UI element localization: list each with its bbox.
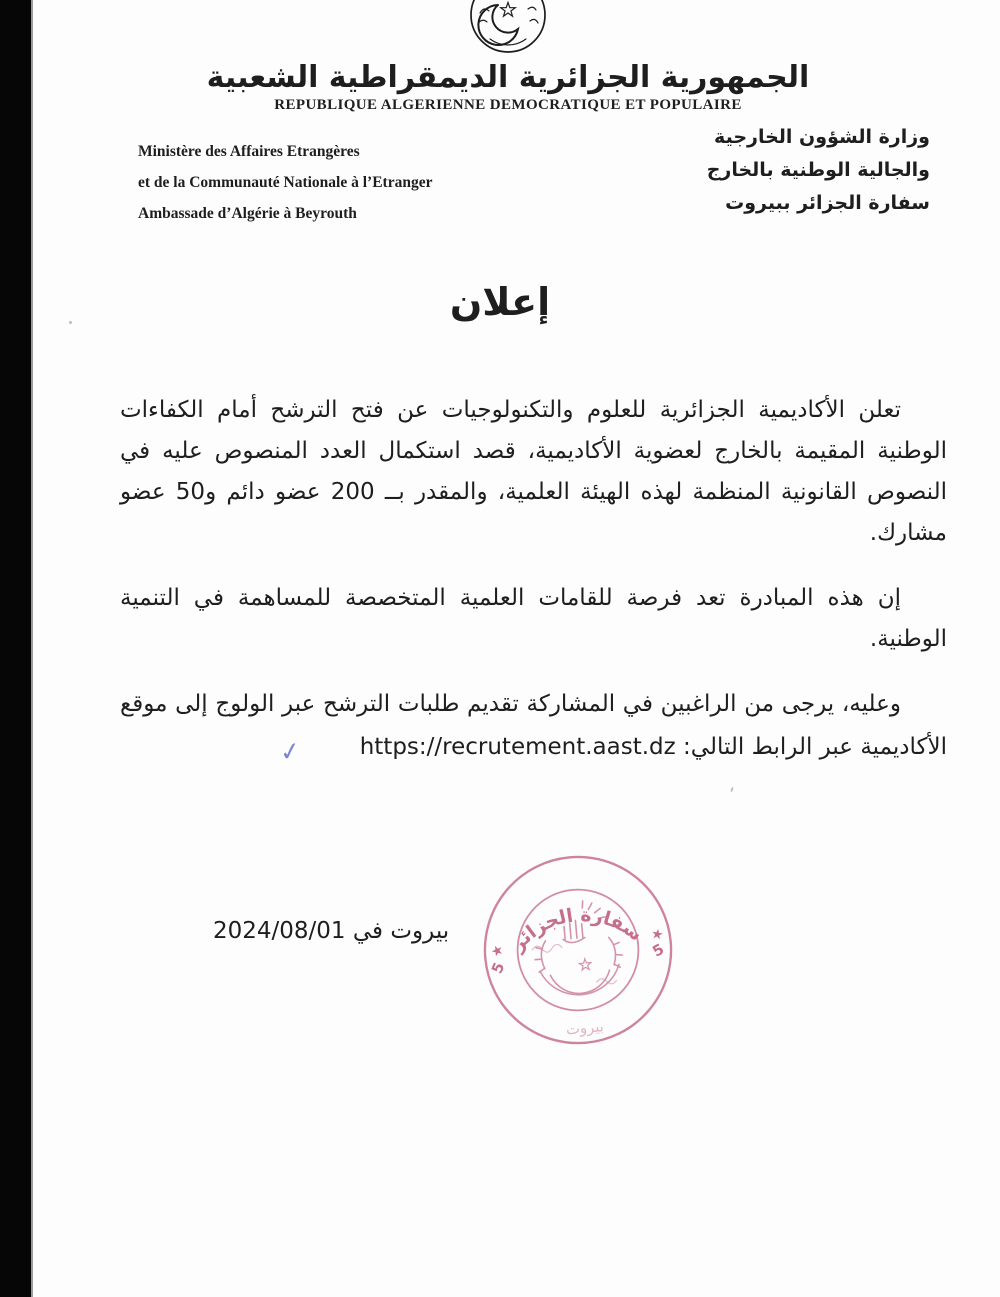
scan-edge-strip <box>0 0 33 1297</box>
paragraph-1: تعلن الأكاديمية الجزائرية للعلوم والتكنولوجيات عن فتح الترشح أمام الكفاءات الوطنية المقيمة بالخارج لعضوية الأكاديمية، قصد استكمال العدد المنصوص عليه في النصوص القانونية المنظمة لهذه الهيئة العلمية، والمقدر بــ 200 عضو دائم و50 عضو مشارك. <box>120 397 947 546</box>
ministry-block-arabic <box>707 121 930 220</box>
embassy-round-stamp-icon <box>471 843 686 1058</box>
announcement-body <box>120 390 947 792</box>
paragraph-2: إن هذه المبادرة تعد فرصة للقامات العلمية المتخصصة للمساهمة في التنمية الوطنية. <box>120 585 947 652</box>
stamp-left-star-icon: ★ <box>488 941 507 962</box>
recruitment-link: https://recrutement.aast.dz <box>359 734 676 760</box>
announcement-title: إعلان <box>449 280 551 324</box>
scan-speck <box>69 321 72 324</box>
ministry-line-3: Ambassade d’Algérie à Beyrouth <box>138 205 357 222</box>
ministry-line-2: et de la Communauté Nationale à l’Etranger <box>138 174 433 191</box>
ministry-ar-line-3: سفارة الجزائر ببيروت <box>725 192 930 214</box>
pen-check-mark: ✓ <box>277 735 304 768</box>
stamp-bottom-text: بيروت <box>565 1017 605 1039</box>
stamp-right-number: 5 <box>649 939 668 961</box>
ministry-block-french <box>138 136 432 229</box>
stamp-top-text: سفارة الجزائر <box>507 904 646 956</box>
ministry-line-1: Ministère des Affaires Etrangères <box>138 143 360 160</box>
stamp-left-number: 5 <box>487 959 509 977</box>
stamp-right-star-icon: ★ <box>649 925 665 944</box>
country-title-french: REPUBLIQUE ALGERIENNE DEMOCRATIQUE ET POPULAIRE <box>274 97 742 113</box>
ministry-ar-line-2: والجالية الوطنية بالخارج <box>706 159 930 181</box>
place-and-date: بيروت في 2024/08/01 <box>213 918 450 944</box>
ministry-ar-line-1: وزارة الشؤون الخارجية <box>714 126 930 148</box>
paragraph-3-text: وعليه، يرجى من الراغبين في المشاركة تقديم طلبات الترشح عبر الولوج إلى موقع الأكاديمية عبر الرابط التالي: <box>120 691 947 760</box>
paragraph-3 <box>120 684 947 768</box>
algeria-national-emblem-icon <box>452 0 564 61</box>
country-title-arabic: الجمهورية الجزائرية الديمقراطية الشعبية <box>206 60 810 95</box>
